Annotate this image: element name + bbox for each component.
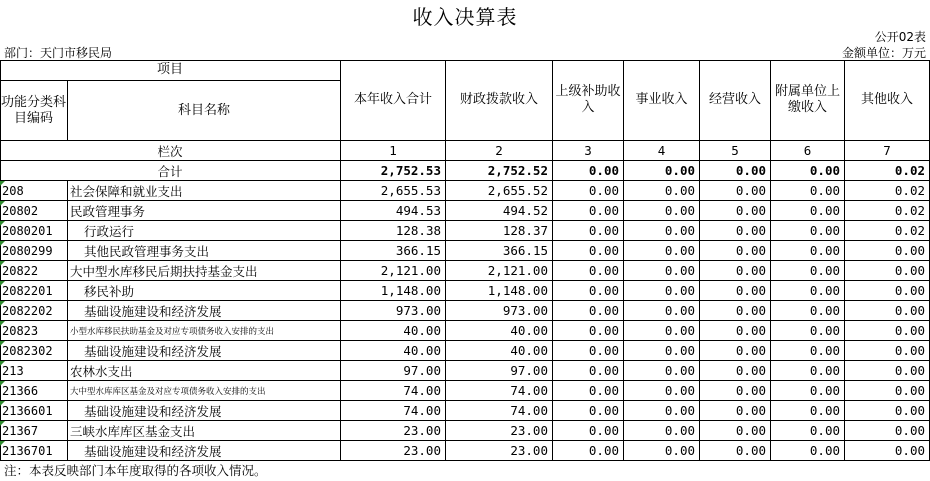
row-value-1: 97.00 bbox=[341, 361, 446, 381]
row-value-2: 1,148.00 bbox=[446, 281, 553, 301]
row-code bbox=[0, 301, 68, 321]
row-value-7: 0.00 bbox=[845, 421, 930, 441]
row-code bbox=[0, 421, 68, 441]
row-code bbox=[0, 401, 68, 421]
row-value-3: 0.00 bbox=[553, 241, 624, 261]
row-code bbox=[0, 381, 68, 401]
row-value-6: 0.00 bbox=[771, 421, 845, 441]
header-column-5: 经营收入 bbox=[700, 60, 771, 141]
row-value-1: 40.00 bbox=[341, 341, 446, 361]
row-code bbox=[0, 261, 68, 281]
row-value-1: 23.00 bbox=[341, 441, 446, 461]
row-name: 基础设施建设和经济发展 bbox=[68, 301, 341, 321]
row-value-6: 0.00 bbox=[771, 261, 845, 281]
row-value-4: 0.00 bbox=[624, 281, 700, 301]
row-code-text: 2080299 bbox=[2, 243, 53, 258]
row-value-5: 0.00 bbox=[700, 361, 771, 381]
row-value-7: 0.00 bbox=[845, 441, 930, 461]
row-value-2: 40.00 bbox=[446, 341, 553, 361]
row-value-2: 74.00 bbox=[446, 381, 553, 401]
row-value-2: 973.00 bbox=[446, 301, 553, 321]
row-name: 大中型水库库区基金及对应专项债务收入安排的支出 bbox=[68, 381, 341, 401]
row-value-4: 0.00 bbox=[624, 381, 700, 401]
row-value-2: 366.15 bbox=[446, 241, 553, 261]
header-code-column: 功能分类科目编码 bbox=[0, 81, 68, 141]
row-value-3: 0.00 bbox=[553, 441, 624, 461]
cell-marker-icon bbox=[0, 261, 5, 266]
row-name: 社会保障和就业支出 bbox=[68, 181, 341, 201]
row-value-1: 128.38 bbox=[341, 221, 446, 241]
row-value-6: 0.00 bbox=[771, 201, 845, 221]
column-number-4: 4 bbox=[624, 141, 700, 161]
row-name: 大中型水库移民后期扶持基金支出 bbox=[68, 261, 341, 281]
cell-marker-icon bbox=[0, 281, 5, 286]
row-code-text: 213 bbox=[2, 363, 24, 378]
row-value-1: 494.53 bbox=[341, 201, 446, 221]
row-code-text: 2082201 bbox=[2, 283, 53, 298]
row-code-text: 2080201 bbox=[2, 223, 53, 238]
row-value-6: 0.00 bbox=[771, 301, 845, 321]
row-value-1: 2,655.53 bbox=[341, 181, 446, 201]
row-code bbox=[0, 441, 68, 461]
row-value-1: 74.00 bbox=[341, 381, 446, 401]
header-column-3: 上级补助收入 bbox=[553, 60, 624, 141]
row-value-6: 0.00 bbox=[771, 181, 845, 201]
row-value-6: 0.00 bbox=[771, 401, 845, 421]
total-value-3: 0.00 bbox=[553, 161, 624, 181]
total-value-4: 0.00 bbox=[624, 161, 700, 181]
row-value-3: 0.00 bbox=[553, 201, 624, 221]
row-code bbox=[0, 181, 68, 201]
row-code-text: 20823 bbox=[2, 323, 39, 338]
row-code bbox=[0, 221, 68, 241]
row-value-5: 0.00 bbox=[700, 401, 771, 421]
row-value-6: 0.00 bbox=[771, 341, 845, 361]
row-value-4: 0.00 bbox=[624, 221, 700, 241]
total-label: 合计 bbox=[0, 161, 341, 181]
row-name: 基础设施建设和经济发展 bbox=[68, 401, 341, 421]
total-value-1: 2,752.53 bbox=[341, 161, 446, 181]
header-column-4: 事业收入 bbox=[624, 60, 700, 141]
row-value-7: 0.00 bbox=[845, 381, 930, 401]
department-label: 部门：天门市移民局 bbox=[4, 46, 113, 60]
row-value-2: 23.00 bbox=[446, 421, 553, 441]
row-value-7: 0.02 bbox=[845, 181, 930, 201]
page-title: 收入决算表 bbox=[412, 4, 518, 29]
table-number: 公开02表 bbox=[874, 30, 926, 44]
row-value-7: 0.00 bbox=[845, 321, 930, 341]
header-column-1: 本年收入合计 bbox=[341, 60, 446, 141]
row-value-5: 0.00 bbox=[700, 301, 771, 321]
row-value-1: 40.00 bbox=[341, 321, 446, 341]
row-value-3: 0.00 bbox=[553, 221, 624, 241]
row-value-4: 0.00 bbox=[624, 201, 700, 221]
cell-marker-icon bbox=[0, 361, 5, 366]
row-value-7: 0.00 bbox=[845, 241, 930, 261]
row-value-2: 23.00 bbox=[446, 441, 553, 461]
column-number-6: 6 bbox=[771, 141, 845, 161]
row-code-text: 21367 bbox=[2, 423, 39, 438]
row-code bbox=[0, 201, 68, 221]
row-name: 移民补助 bbox=[68, 281, 341, 301]
row-name: 小型水库移民扶助基金及对应专项债务收入安排的支出 bbox=[68, 321, 341, 341]
row-value-4: 0.00 bbox=[624, 181, 700, 201]
row-value-1: 1,148.00 bbox=[341, 281, 446, 301]
cell-marker-icon bbox=[0, 301, 5, 306]
column-number-7: 7 bbox=[845, 141, 930, 161]
row-value-5: 0.00 bbox=[700, 201, 771, 221]
row-value-7: 0.00 bbox=[845, 341, 930, 361]
row-value-4: 0.00 bbox=[624, 361, 700, 381]
row-value-7: 0.00 bbox=[845, 301, 930, 321]
header-item: 项目 bbox=[0, 60, 341, 81]
row-value-3: 0.00 bbox=[553, 281, 624, 301]
row-value-3: 0.00 bbox=[553, 301, 624, 321]
row-value-6: 0.00 bbox=[771, 321, 845, 341]
row-value-1: 23.00 bbox=[341, 421, 446, 441]
header-column-6: 附属单位上缴收入 bbox=[771, 60, 845, 141]
row-value-5: 0.00 bbox=[700, 221, 771, 241]
row-code-text: 2082302 bbox=[2, 343, 53, 358]
row-code bbox=[0, 361, 68, 381]
row-value-7: 0.00 bbox=[845, 281, 930, 301]
total-value-5: 0.00 bbox=[700, 161, 771, 181]
header-name-column: 科目名称 bbox=[68, 81, 341, 141]
row-number-label: 栏次 bbox=[0, 141, 341, 161]
row-value-1: 2,121.00 bbox=[341, 261, 446, 281]
row-value-5: 0.00 bbox=[700, 241, 771, 261]
row-code bbox=[0, 341, 68, 361]
column-number-3: 3 bbox=[553, 141, 624, 161]
row-code-text: 21366 bbox=[2, 383, 39, 398]
cell-marker-icon bbox=[0, 221, 5, 226]
total-value-6: 0.00 bbox=[771, 161, 845, 181]
row-value-3: 0.00 bbox=[553, 421, 624, 441]
cell-marker-icon bbox=[0, 201, 5, 206]
row-name: 其他民政管理事务支出 bbox=[68, 241, 341, 261]
row-value-5: 0.00 bbox=[700, 321, 771, 341]
cell-marker-icon bbox=[0, 341, 5, 346]
unit-label: 金额单位：万元 bbox=[841, 46, 926, 60]
row-value-6: 0.00 bbox=[771, 441, 845, 461]
column-number-2: 2 bbox=[446, 141, 553, 161]
row-code-text: 2082202 bbox=[2, 303, 53, 318]
row-name: 基础设施建设和经济发展 bbox=[68, 341, 341, 361]
row-value-2: 2,655.52 bbox=[446, 181, 553, 201]
total-value-2: 2,752.52 bbox=[446, 161, 553, 181]
cell-marker-icon bbox=[0, 421, 5, 426]
column-number-1: 1 bbox=[341, 141, 446, 161]
row-code-text: 20802 bbox=[2, 203, 39, 218]
row-code-text: 208 bbox=[2, 183, 24, 198]
row-value-2: 2,121.00 bbox=[446, 261, 553, 281]
row-value-2: 74.00 bbox=[446, 401, 553, 421]
row-value-6: 0.00 bbox=[771, 281, 845, 301]
row-value-5: 0.00 bbox=[700, 421, 771, 441]
row-value-7: 0.02 bbox=[845, 221, 930, 241]
cell-marker-icon bbox=[0, 181, 5, 186]
row-name: 行政运行 bbox=[68, 221, 341, 241]
footnote: 注：本表反映部门本年度取得的各项收入情况。 bbox=[4, 463, 267, 478]
row-value-3: 0.00 bbox=[553, 361, 624, 381]
row-value-4: 0.00 bbox=[624, 241, 700, 261]
row-value-3: 0.00 bbox=[553, 401, 624, 421]
row-code bbox=[0, 281, 68, 301]
row-code-text: 2136701 bbox=[2, 443, 53, 458]
row-code bbox=[0, 241, 68, 261]
row-value-3: 0.00 bbox=[553, 321, 624, 341]
row-value-1: 973.00 bbox=[341, 301, 446, 321]
row-code-text: 2136601 bbox=[2, 403, 53, 418]
column-number-5: 5 bbox=[700, 141, 771, 161]
row-value-5: 0.00 bbox=[700, 261, 771, 281]
row-value-3: 0.00 bbox=[553, 261, 624, 281]
row-value-4: 0.00 bbox=[624, 261, 700, 281]
cell-marker-icon bbox=[0, 321, 5, 326]
total-value-7: 0.02 bbox=[845, 161, 930, 181]
row-value-4: 0.00 bbox=[624, 421, 700, 441]
row-value-3: 0.00 bbox=[553, 381, 624, 401]
row-name: 民政管理事务 bbox=[68, 201, 341, 221]
row-value-4: 0.00 bbox=[624, 441, 700, 461]
row-code bbox=[0, 321, 68, 341]
row-name: 农林水支出 bbox=[68, 361, 341, 381]
row-value-7: 0.00 bbox=[845, 261, 930, 281]
row-value-2: 97.00 bbox=[446, 361, 553, 381]
row-value-6: 0.00 bbox=[771, 361, 845, 381]
row-name: 三峡水库库区基金支出 bbox=[68, 421, 341, 441]
cell-marker-icon bbox=[0, 401, 5, 406]
row-value-3: 0.00 bbox=[553, 341, 624, 361]
row-value-5: 0.00 bbox=[700, 341, 771, 361]
row-name: 基础设施建设和经济发展 bbox=[68, 441, 341, 461]
row-value-5: 0.00 bbox=[700, 441, 771, 461]
row-value-3: 0.00 bbox=[553, 181, 624, 201]
row-value-7: 0.02 bbox=[845, 201, 930, 221]
row-value-2: 128.37 bbox=[446, 221, 553, 241]
header-column-7: 其他收入 bbox=[845, 60, 930, 141]
row-value-6: 0.00 bbox=[771, 221, 845, 241]
row-value-6: 0.00 bbox=[771, 381, 845, 401]
row-value-7: 0.00 bbox=[845, 401, 930, 421]
row-value-7: 0.00 bbox=[845, 361, 930, 381]
cell-marker-icon bbox=[0, 241, 5, 246]
row-value-4: 0.00 bbox=[624, 301, 700, 321]
row-value-5: 0.00 bbox=[700, 281, 771, 301]
row-value-4: 0.00 bbox=[624, 341, 700, 361]
row-code-text: 20822 bbox=[2, 263, 39, 278]
row-value-4: 0.00 bbox=[624, 321, 700, 341]
row-value-6: 0.00 bbox=[771, 241, 845, 261]
cell-marker-icon bbox=[0, 441, 5, 446]
row-value-5: 0.00 bbox=[700, 181, 771, 201]
row-value-2: 494.52 bbox=[446, 201, 553, 221]
cell-marker-icon bbox=[0, 381, 5, 386]
row-value-1: 366.15 bbox=[341, 241, 446, 261]
header-column-2: 财政拨款收入 bbox=[446, 60, 553, 141]
row-value-5: 0.00 bbox=[700, 381, 771, 401]
row-value-2: 40.00 bbox=[446, 321, 553, 341]
row-value-1: 74.00 bbox=[341, 401, 446, 421]
row-value-4: 0.00 bbox=[624, 401, 700, 421]
